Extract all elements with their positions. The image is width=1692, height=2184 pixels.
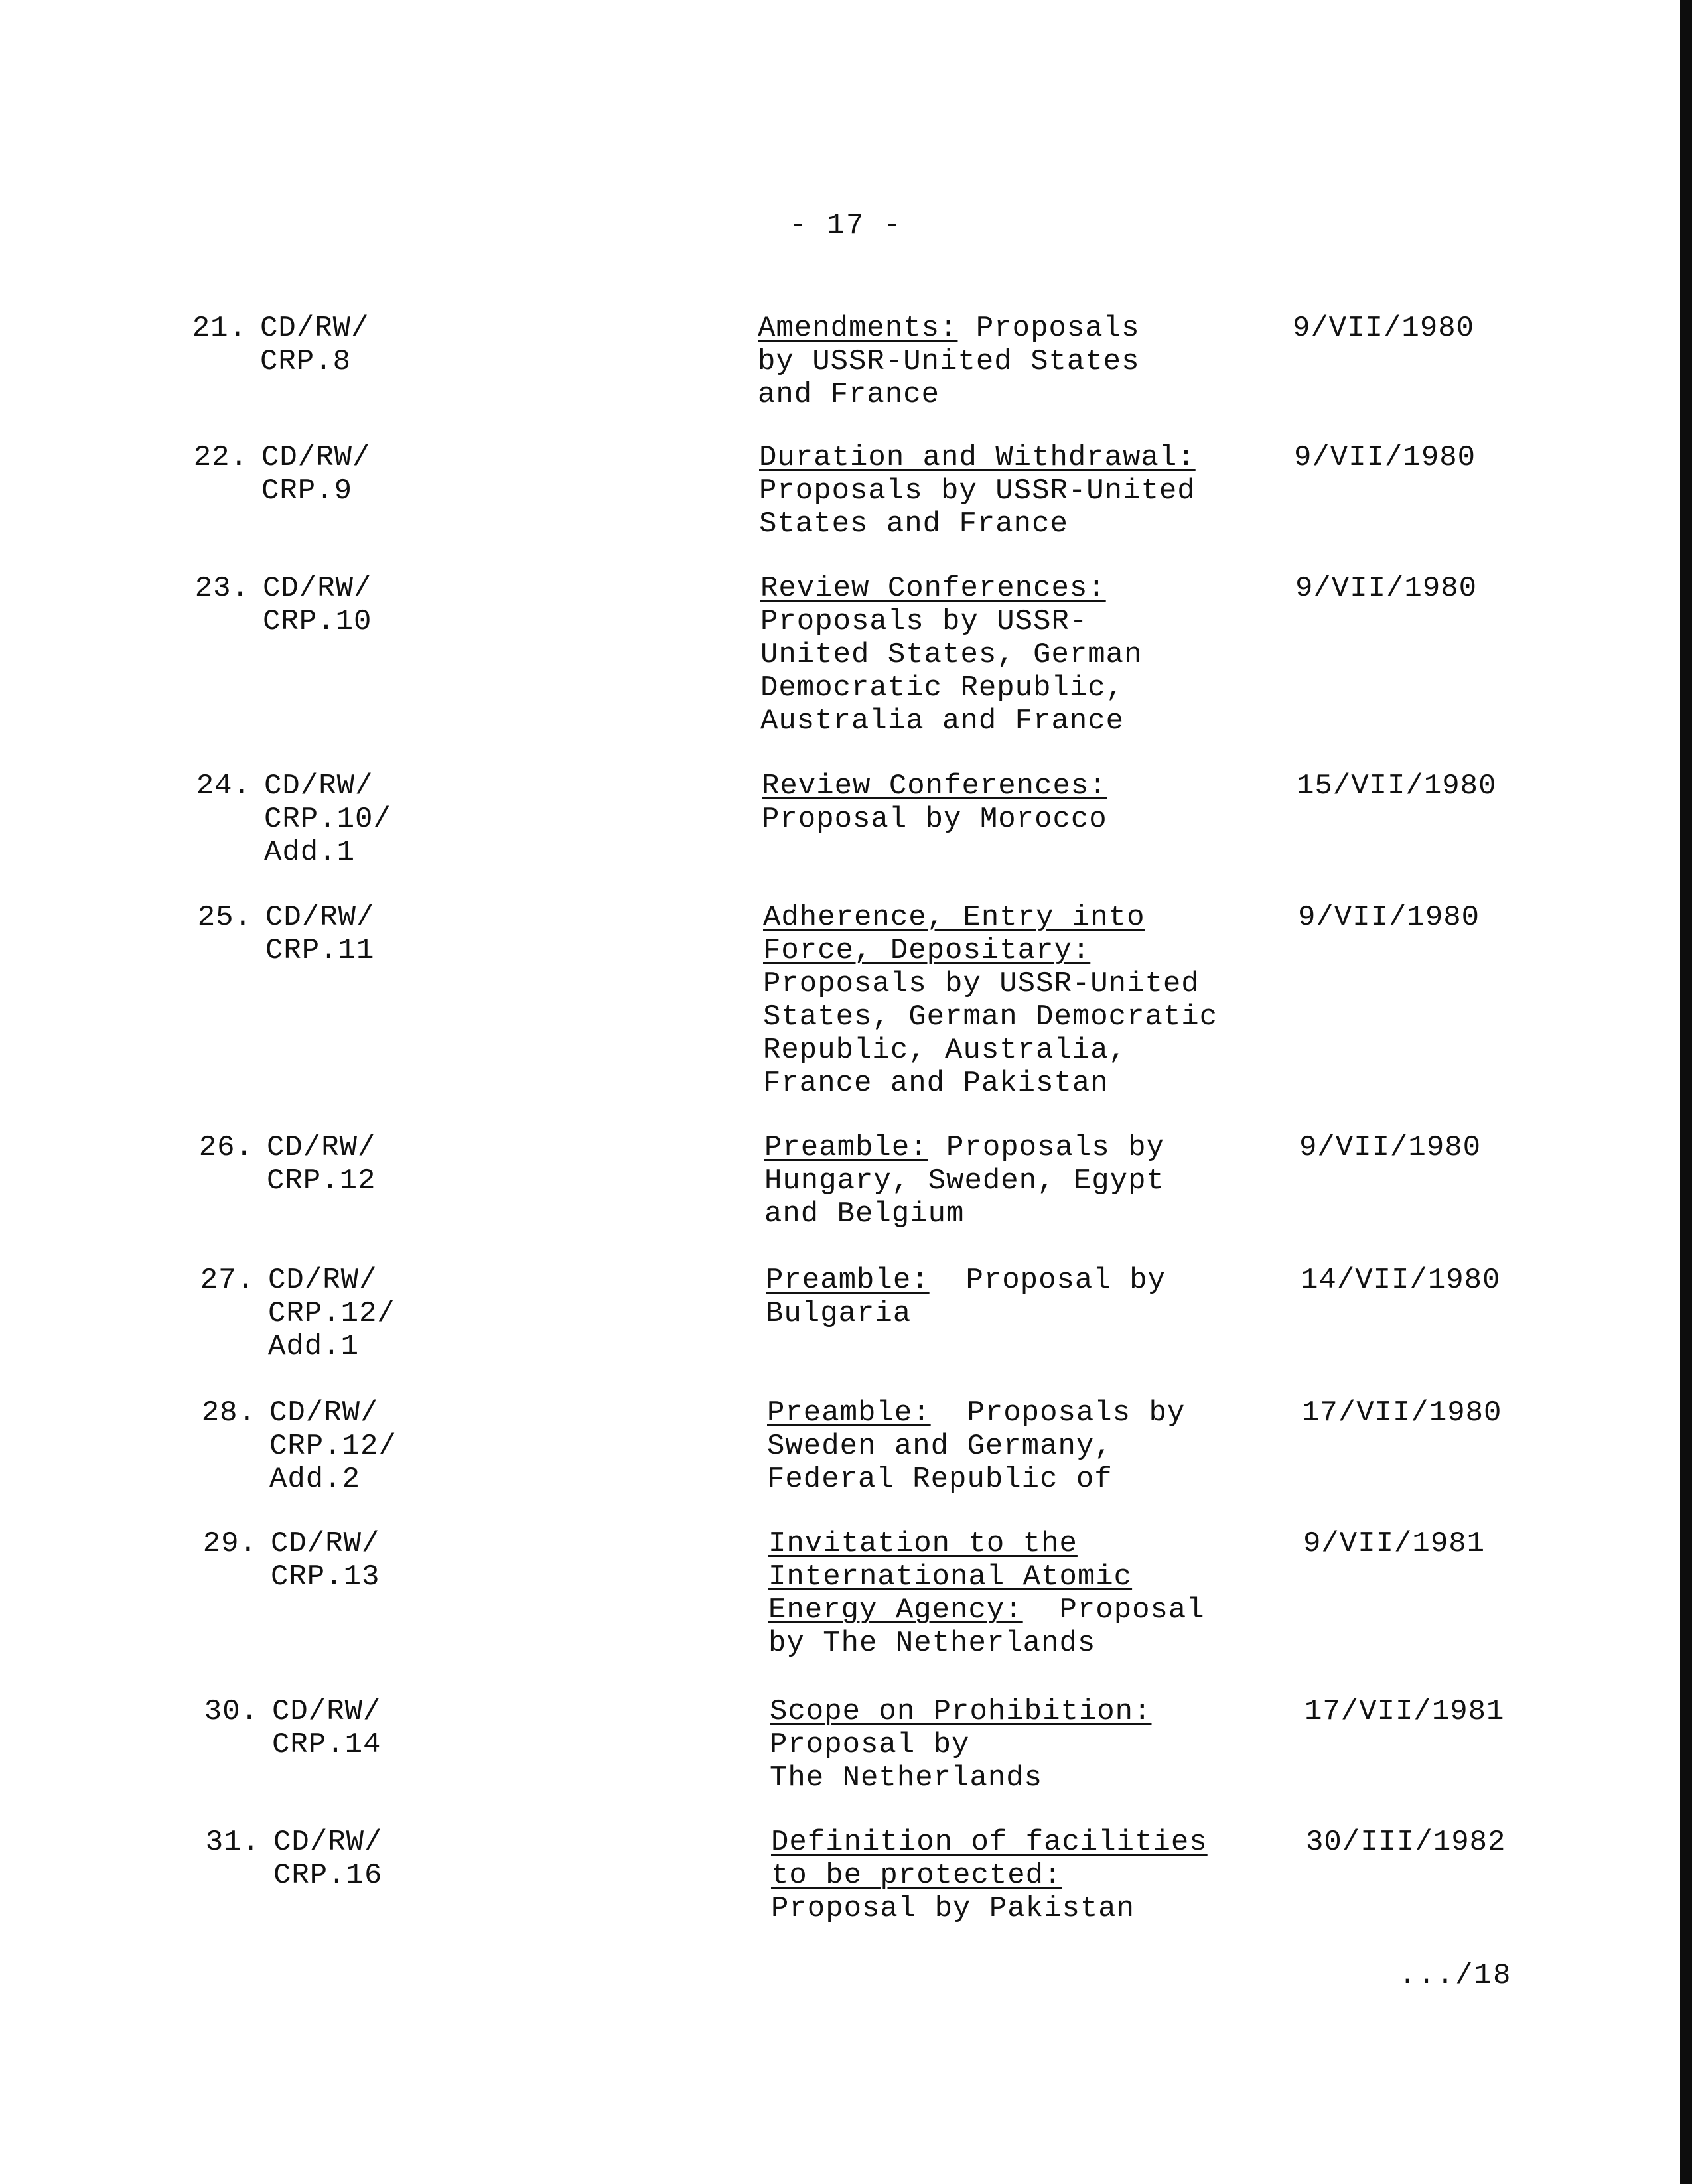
entry-subject [759,441,1290,541]
document-symbol-line: CRP.8 [260,345,352,378]
continuation-marker: .../18 [1399,1959,1512,1992]
subject-body-line: States, German Democratic [763,1000,1218,1034]
document-symbol-line: CD/RW/ [260,312,370,345]
entry-date: 9/VII/1980 [1293,312,1475,345]
subject-body-line: The Netherlands [770,1761,1043,1795]
document-symbol-line: CD/RW/ [261,441,371,474]
document-symbol-line: CRP.10 [263,605,372,638]
entry-number: 21. [192,312,247,345]
entry-date: 17/VII/1981 [1304,1695,1505,1728]
subject-body-line: Proposals by USSR-United [759,474,1196,508]
subject-body-line: Proposals by USSR- [760,605,1088,638]
subject-heading-line [763,934,1294,967]
subject-heading-line [768,1527,1299,1560]
subject-body-line: Proposal by [770,1728,970,1761]
document-symbol [265,901,374,967]
document-symbol-line: Add.1 [268,1330,360,1363]
entry-subject [768,1527,1299,1660]
document-symbol-line: Add.1 [264,836,356,869]
document-symbol [272,1695,381,1761]
subject-heading-line [766,1264,1297,1297]
document-symbol [260,312,369,378]
entry-number: 26. [198,1131,253,1164]
subject-body-line: Federal Republic of [767,1463,1113,1496]
entry-subject [760,572,1291,738]
document-symbol-line: CD/RW/ [263,572,372,605]
document-symbol-line: CRP.13 [271,1560,380,1594]
subject-body-line: Hungary, Sweden, Egypt [764,1164,1164,1197]
subject-heading-tail: Proposals [957,312,1140,345]
entry-number: 29. [202,1527,257,1560]
subject-heading-underlined: Preamble: [764,1131,928,1164]
document-symbol-line: CD/RW/ [265,901,375,934]
document-symbol-line: CD/RW/ [273,1826,383,1859]
entry-date: 17/VII/1980 [1302,1397,1502,1430]
entry-number: 24. [196,770,251,803]
subject-heading-line [764,1131,1295,1164]
subject-body-line: Proposals by USSR-United [763,967,1200,1000]
subject-heading-underlined: Preamble: [766,1264,930,1297]
subject-heading-tail: Proposals by [928,1131,1164,1164]
entry-subject [770,1695,1301,1795]
document-symbol-line: CD/RW/ [272,1695,382,1728]
subject-body-line: Bulgaria [766,1297,912,1330]
document-symbol [267,1131,376,1197]
subject-heading-tail: Proposal [1022,1594,1205,1627]
subject-body-line: Sweden and Germany, [767,1430,1113,1463]
document-symbol [271,1527,380,1594]
document-symbol [264,770,391,869]
entry-date: 30/III/1982 [1306,1826,1506,1859]
subject-heading-underlined: Amendments: [758,312,958,345]
document-symbol-line: CD/RW/ [268,1264,378,1297]
subject-body-line: and France [758,378,940,411]
entry-date: 9/VII/1980 [1294,441,1476,474]
subject-heading-line [758,312,1289,345]
entry-number: 23. [194,572,249,605]
subject-body-line: by USSR-United States [758,345,1140,378]
subject-heading-line [767,1397,1298,1430]
subject-heading-underlined: Review Conferences: [762,770,1107,803]
document-symbol-line: CRP.12/ [269,1430,397,1463]
entry-date: 14/VII/1980 [1301,1264,1501,1297]
entry-subject [762,770,1293,836]
entry-date: 9/VII/1980 [1299,1131,1482,1164]
subject-heading-underlined: Review Conferences: [760,572,1106,605]
document-symbol-line: CRP.12 [267,1164,376,1197]
entry-date: 9/VII/1980 [1295,572,1478,605]
subject-heading-line [770,1695,1301,1728]
document-symbol-line: CD/RW/ [267,1131,376,1164]
subject-body-line: Proposal by Morocco [762,803,1107,836]
document-symbol-line: CRP.11 [265,934,375,967]
entry-subject [763,901,1294,1100]
document-symbol [268,1264,395,1363]
subject-body-line: Republic, Australia, [763,1034,1127,1067]
entry-date: 9/VII/1981 [1303,1527,1486,1560]
subject-heading-line [763,901,1294,934]
subject-body-line: and Belgium [764,1197,965,1231]
entry-number: 28. [201,1397,256,1430]
subject-heading-line [771,1826,1302,1859]
subject-body-line: Proposal by Pakistan [771,1892,1135,1925]
subject-heading-tail: Proposals by [930,1397,1186,1430]
entry-date: 15/VII/1980 [1297,770,1497,803]
subject-heading-underlined: Preamble: [767,1397,931,1430]
entry-number: 30. [204,1695,259,1728]
subject-body-line: States and France [759,508,1068,541]
document-symbol-line: CD/RW/ [271,1527,380,1560]
subject-heading-underlined: Adherence, Entry into [763,901,1145,934]
entry-subject [758,312,1289,411]
document-symbol [261,441,370,508]
subject-heading-underlined: to be protected: [771,1859,1062,1892]
subject-heading-line [759,441,1290,474]
subject-heading-tail: Proposal by [929,1264,1166,1297]
document-symbol-line: CRP.10/ [264,803,391,836]
subject-body-line: United States, German [760,638,1143,671]
entry-subject [771,1826,1302,1925]
document-symbol [263,572,372,638]
entry-subject [764,1131,1295,1231]
document-symbol-line: CRP.14 [272,1728,382,1761]
entry-date: 9/VII/1980 [1298,901,1480,934]
subject-heading-underlined: Energy Agency: [768,1594,1023,1627]
subject-heading-line [760,572,1291,605]
subject-heading-line [768,1594,1299,1627]
subject-body-line: Democratic Republic, [760,671,1125,705]
subject-body-line: Australia and France [760,705,1125,738]
entry-subject [766,1264,1297,1330]
document-symbol [269,1397,397,1496]
document-symbol-line: CRP.9 [261,474,353,508]
subject-heading-underlined: Force, Depositary: [763,934,1091,967]
page-number: - 17 - [789,209,903,242]
entry-number: 25. [197,901,252,934]
subject-heading-line [771,1859,1302,1892]
page-edge-shadow [1680,0,1692,2184]
document-symbol-line: CRP.12/ [268,1297,395,1330]
document-symbol-line: CD/RW/ [264,770,374,803]
subject-body-line: France and Pakistan [763,1067,1109,1100]
subject-heading-line [768,1560,1299,1594]
entry-number: 22. [193,441,248,474]
subject-heading-underlined: Scope on Prohibition: [770,1695,1152,1728]
document-symbol-line: Add.2 [269,1463,361,1496]
entry-subject [767,1397,1298,1496]
document-symbol-line: CD/RW/ [269,1397,379,1430]
document-symbol-line: CRP.16 [273,1859,383,1892]
subject-heading-underlined: Duration and Withdrawal: [759,441,1196,474]
entry-number: 31. [205,1826,260,1859]
entry-number: 27. [200,1264,255,1297]
subject-heading-underlined: International Atomic [768,1560,1133,1594]
subject-body-line: by The Netherlands [768,1627,1096,1660]
document-symbol [273,1826,382,1892]
subject-heading-underlined: Invitation to the [768,1527,1078,1560]
subject-heading-line [762,770,1293,803]
subject-heading-underlined: Definition of facilities [771,1826,1208,1859]
